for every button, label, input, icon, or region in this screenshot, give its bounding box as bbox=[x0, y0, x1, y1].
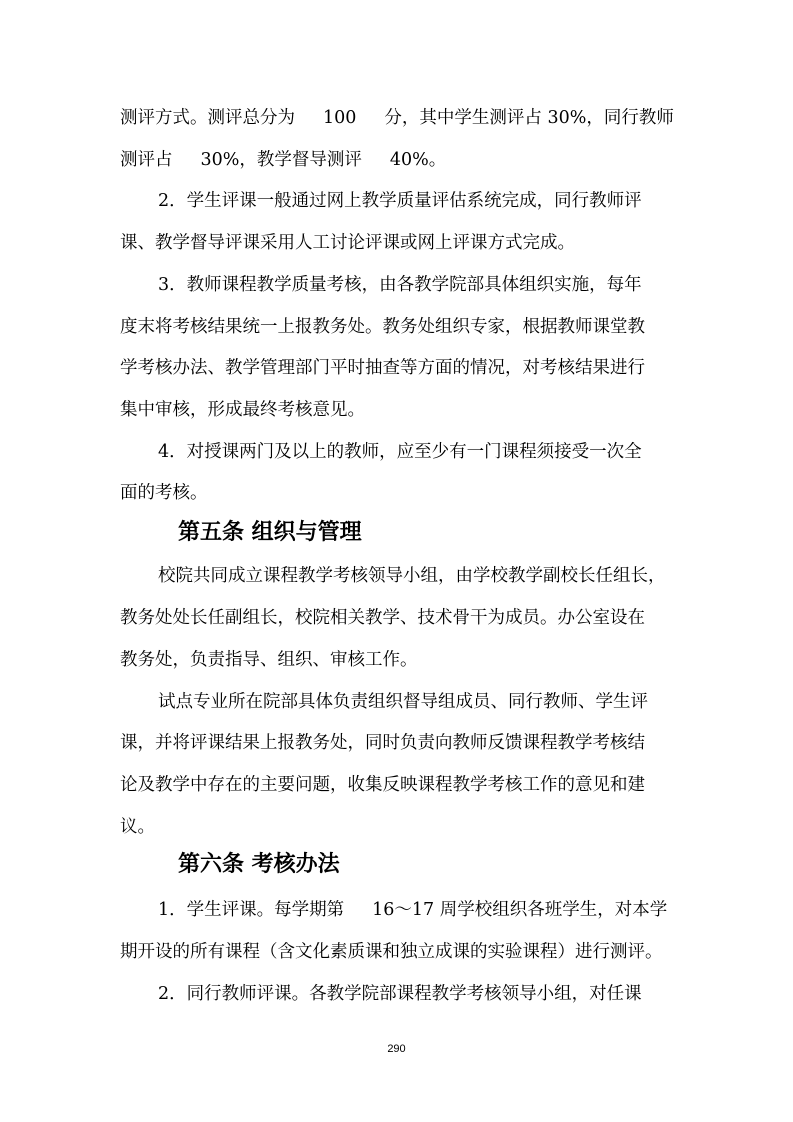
text-line: 期开设的所有课程（含文化素质课和独立成课的实验课程）进行测评。 bbox=[120, 942, 663, 962]
text-line bbox=[120, 149, 680, 171]
text-line: 集中审核，形成最终考核意见。 bbox=[120, 400, 365, 420]
text-span: 分，其中学生测评占 30%，同行教师 bbox=[384, 108, 674, 128]
text-line bbox=[158, 899, 718, 921]
page-number: 290 bbox=[387, 1043, 406, 1055]
text-span: 测评方式。测评总分为 bbox=[120, 108, 295, 128]
text-line: 教务处处长任副组长，校院相关教学、技术骨干为成员。办公室设在 bbox=[120, 608, 645, 628]
text-line bbox=[120, 107, 680, 129]
text-span: 测评占 bbox=[120, 150, 173, 170]
text-line: 议。 bbox=[120, 817, 155, 837]
text-span: 100 bbox=[323, 108, 357, 128]
text-line: 2．同行教师评课。各教学院部课程教学考核领导小组，对任课 bbox=[158, 984, 642, 1004]
text-line: 校院共同成立课程教学考核领导小组，由学校教学副校长任组长， bbox=[158, 566, 666, 586]
text-line: 课，并将评课结果上报教务处，同时负责向教师反馈课程教学考核结 bbox=[120, 733, 645, 753]
section-heading: 第六条 考核办法 bbox=[178, 852, 340, 877]
text-line: 3．教师课程教学质量考核，由各教学院部具体组织实施，每年 bbox=[158, 275, 642, 295]
text-span: 1．学生评课。每学期第 bbox=[158, 900, 345, 920]
text-line: 教务处，负责指导、组织、审核工作。 bbox=[120, 650, 418, 670]
text-line: 度末将考核结果统一上报教务处。教务处组织专家，根据教师课堂教 bbox=[120, 317, 645, 337]
section-heading: 第五条 组织与管理 bbox=[178, 520, 362, 545]
text-line: 4．对授课两门及以上的教师，应至少有一门课程须接受一次全 bbox=[158, 442, 642, 462]
text-span: 40%。 bbox=[389, 150, 447, 170]
text-line: 学考核办法、教学管理部门平时抽查等方面的情况，对考核结果进行 bbox=[120, 358, 645, 378]
text-line: 面的考核。 bbox=[120, 483, 208, 503]
text-line: 2．学生评课一般通过网上教学质量评估系统完成，同行教师评 bbox=[158, 191, 642, 211]
text-span: 30%，教学督导测评 bbox=[200, 150, 362, 170]
text-span: 16～17 周学校组织各班学生，对本学 bbox=[372, 900, 668, 920]
text-line: 论及教学中存在的主要问题，收集反映课程教学考核工作的意见和建 bbox=[120, 775, 645, 795]
text-line: 课、教学督导评课采用人工讨论评课或网上评课方式完成。 bbox=[120, 233, 575, 253]
text-line: 试点专业所在院部具体负责组织督导组成员、同行教师、学生评 bbox=[158, 692, 648, 712]
